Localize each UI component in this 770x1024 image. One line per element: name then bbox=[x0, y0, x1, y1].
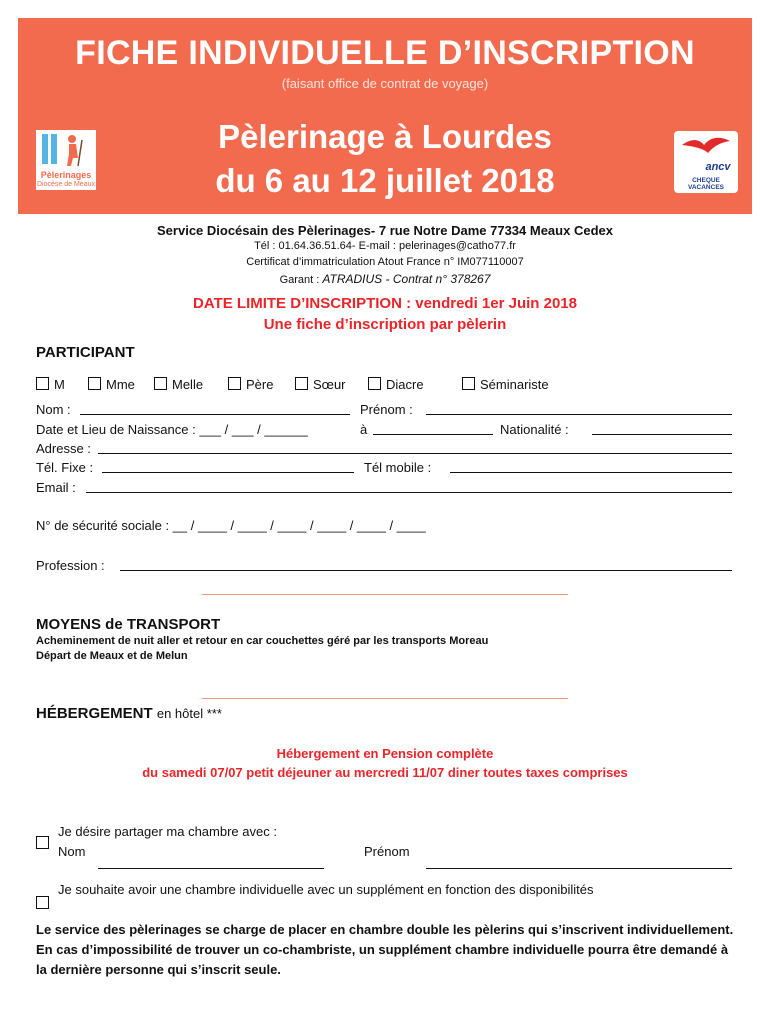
pilgrim-icon bbox=[36, 130, 96, 170]
profession-field[interactable] bbox=[120, 570, 732, 571]
participant-heading: PARTICIPANT bbox=[36, 344, 135, 361]
checkbox-icon bbox=[36, 377, 49, 390]
checkbox-melle[interactable]: Melle bbox=[154, 377, 203, 392]
form-subtitle: (faisant office de contrat de voyage) bbox=[281, 76, 489, 91]
partage-checkbox[interactable] bbox=[36, 836, 54, 851]
checkbox-pere[interactable]: Père bbox=[228, 377, 273, 392]
partage-prenom-field[interactable] bbox=[426, 868, 732, 869]
email-field[interactable] bbox=[86, 492, 732, 493]
checkbox-icon bbox=[36, 836, 49, 849]
lieu-field[interactable] bbox=[373, 434, 493, 435]
event-title: Pèlerinage à Lourdes bbox=[218, 118, 552, 155]
transport-line1: Acheminement de nuit aller et retour en car couchettes géré par les transports Moreau bbox=[36, 635, 489, 647]
partage-prenom-label: Prénom bbox=[364, 844, 410, 859]
email-label: Email : bbox=[36, 480, 76, 495]
nom-field[interactable] bbox=[80, 414, 350, 415]
pelerinages-logo bbox=[36, 130, 96, 190]
service-address: Service Diocésain des Pèlerinages- 7 rue Notre Dame 77334 Meaux Cedex bbox=[157, 223, 613, 238]
partage-label: Je désire partager ma chambre avec : bbox=[58, 824, 277, 839]
checkbox-icon bbox=[368, 377, 381, 390]
partage-nom-field[interactable] bbox=[98, 868, 324, 869]
naissance-field[interactable]: Date et Lieu de Naissance : ___ / ___ / ______ bbox=[36, 422, 308, 437]
section-divider bbox=[202, 698, 568, 699]
checkbox-diacre[interactable]: Diacre bbox=[368, 377, 424, 392]
service-contact: Tél : 01.64.36.51.64- E-mail : pelerinages@catho77.fr bbox=[254, 240, 516, 252]
deadline: DATE LIMITE D’INSCRIPTION : vendredi 1er Juin 2018 bbox=[193, 295, 577, 312]
prenom-label: Prénom : bbox=[360, 402, 413, 417]
hebergement-note: Le service des pèlerinages se charge de placer en chambre double les pèlerins qui s’inscrivent individuellement. En cas d’impossibilité de trouver un co-chambriste, un supplément chambre individuelle pourra être demandé à la dernière personne qui s’inscrit seule. bbox=[36, 922, 734, 977]
logo-left-subtext: Diocèse de Meaux bbox=[37, 181, 95, 188]
lieu-label: à bbox=[360, 422, 368, 437]
logo-right-subtext: CHEQUE VACANCES bbox=[688, 177, 724, 191]
checkbox-m[interactable]: M bbox=[36, 377, 65, 392]
nationalite-field[interactable] bbox=[592, 434, 732, 435]
event-dates: du 6 au 12 juillet 2018 bbox=[215, 162, 555, 199]
logo-left-text: Pèlerinages bbox=[40, 170, 92, 180]
adresse-field[interactable] bbox=[98, 453, 732, 454]
ancv-logo bbox=[674, 131, 738, 193]
transport-line2: Départ de Meaux et de Melun bbox=[36, 650, 188, 662]
logo-right-text: ancv bbox=[705, 161, 731, 173]
checkbox-icon bbox=[36, 896, 49, 909]
individuelle-checkbox[interactable] bbox=[36, 896, 54, 911]
nom-label: Nom : bbox=[36, 402, 71, 417]
checkbox-icon bbox=[228, 377, 241, 390]
nationalite-label: Nationalité : bbox=[500, 422, 569, 437]
adresse-label: Adresse : bbox=[36, 441, 91, 456]
checkbox-mme[interactable]: Mme bbox=[88, 377, 135, 392]
hebergement-pension: Hébergement en Pension complète bbox=[276, 746, 494, 761]
checkbox-icon bbox=[295, 377, 308, 390]
tel-mobile-field[interactable] bbox=[450, 472, 732, 473]
secu-field[interactable]: N° de sécurité sociale : __ / ____ / ____ / ____ / ____ / ____ / ____ bbox=[36, 518, 426, 533]
tel-fixe-field[interactable] bbox=[102, 472, 354, 473]
checkbox-seminariste[interactable]: Séminariste bbox=[462, 377, 549, 392]
checkbox-soeur[interactable]: Sœur bbox=[295, 377, 346, 392]
checkbox-icon bbox=[154, 377, 167, 390]
prenom-field[interactable] bbox=[426, 414, 732, 415]
service-certificat: Certificat d’immatriculation Atout France n° IM077110007 bbox=[246, 256, 524, 268]
form-title: FICHE INDIVIDUELLE D’INSCRIPTION bbox=[75, 34, 695, 72]
service-garant: Garant : ATRADIUS - Contrat n° 378267 bbox=[279, 272, 491, 286]
hebergement-dates: du samedi 07/07 petit déjeuner au mercredi 11/07 diner toutes taxes comprises bbox=[142, 765, 628, 780]
individuelle-label: Je souhaite avoir une chambre individuelle avec un supplément en fonction des disponibilités bbox=[58, 882, 594, 897]
tel-mobile-label: Tél mobile : bbox=[364, 460, 432, 475]
profession-label: Profession : bbox=[36, 558, 105, 573]
section-divider bbox=[202, 594, 568, 595]
tel-fixe-label: Tél. Fixe : bbox=[36, 460, 94, 475]
transport-heading: MOYENS de TRANSPORT bbox=[36, 616, 221, 633]
header-banner bbox=[18, 18, 752, 214]
checkbox-icon bbox=[462, 377, 475, 390]
hebergement-heading: HÉBERGEMENT en hôtel *** bbox=[36, 705, 222, 722]
checkbox-icon bbox=[88, 377, 101, 390]
one-form-per-pilgrim: Une fiche d’inscription par pèlerin bbox=[263, 316, 507, 333]
partage-nom-label: Nom bbox=[58, 844, 86, 859]
